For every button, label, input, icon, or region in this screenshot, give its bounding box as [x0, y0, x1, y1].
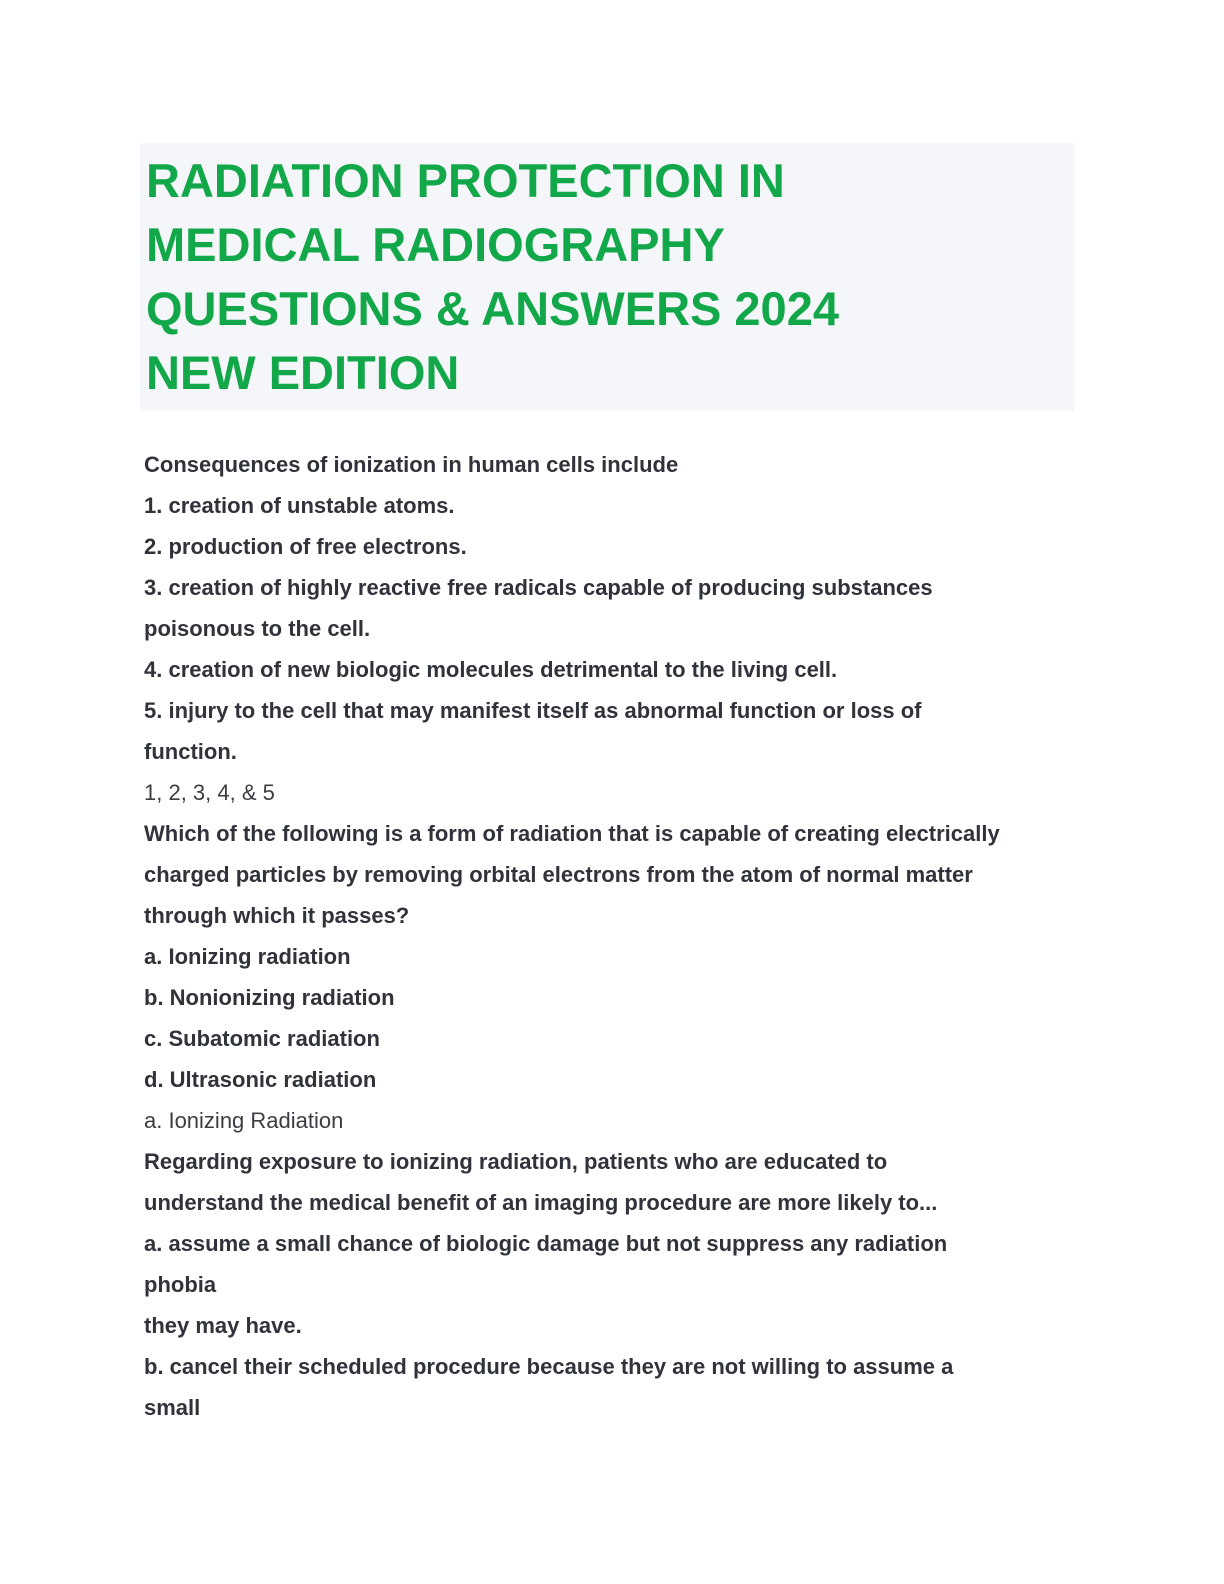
question-line: small: [144, 1395, 201, 1420]
answer-line: a. Ionizing Radiation: [144, 1108, 344, 1133]
question-line: 4. creation of new biologic molecules detrimental to the living cell.: [144, 657, 838, 682]
answer-line: 1, 2, 3, 4, & 5: [144, 780, 275, 805]
question-line: they may have.: [144, 1313, 302, 1338]
question-line: 1. creation of unstable atoms.: [144, 493, 455, 518]
question-line: a. Ionizing radiation: [144, 944, 351, 969]
question-line: c. Subatomic radiation: [144, 1026, 380, 1051]
document-body: [144, 444, 1084, 1428]
question-line: poisonous to the cell.: [144, 616, 371, 641]
question-line: through which it passes?: [144, 903, 410, 928]
document-title-line-4: NEW EDITION: [146, 346, 460, 399]
question-line: phobia: [144, 1272, 217, 1297]
title-banner: [140, 143, 1074, 411]
question-line: a. assume a small chance of biologic damage but not suppress any radiation: [144, 1231, 948, 1256]
question-line: 3. creation of highly reactive free radicals capable of producing substances: [144, 575, 933, 600]
question-line: d. Ultrasonic radiation: [144, 1067, 377, 1092]
document-title-line-1: RADIATION PROTECTION IN: [146, 154, 785, 207]
question-line: Consequences of ionization in human cells include: [144, 452, 679, 477]
question-line: understand the medical benefit of an imaging procedure are more likely to...: [144, 1190, 938, 1215]
document-title-line-3: QUESTIONS & ANSWERS 2024: [146, 282, 839, 335]
question-line: 5. injury to the cell that may manifest itself as abnormal function or loss of: [144, 698, 922, 723]
question-line: Which of the following is a form of radiation that is capable of creating electrically: [144, 821, 1000, 846]
question-line: 2. production of free electrons.: [144, 534, 467, 559]
question-line: b. Nonionizing radiation: [144, 985, 395, 1010]
document-title-line-2: MEDICAL RADIOGRAPHY: [146, 218, 725, 271]
question-line: Regarding exposure to ionizing radiation, patients who are educated to: [144, 1149, 888, 1174]
question-line: function.: [144, 739, 237, 764]
question-line: charged particles by removing orbital electrons from the atom of normal matter: [144, 862, 973, 887]
question-line: b. cancel their scheduled procedure because they are not willing to assume a: [144, 1354, 954, 1379]
